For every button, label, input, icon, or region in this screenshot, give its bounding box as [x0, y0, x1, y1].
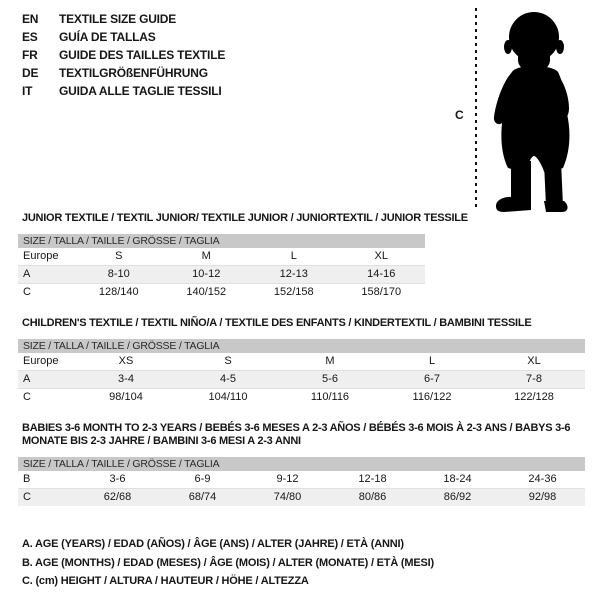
baby-figure	[450, 8, 595, 214]
table-row	[18, 284, 425, 301]
height-dashed-line	[475, 8, 477, 210]
table-title: JUNIOR TEXTILE / TEXTIL JUNIOR/ TEXTILE JUNIOR / JUNIORTEXTIL / JUNIOR TESSILE	[22, 212, 468, 224]
table-row	[18, 471, 585, 489]
size-table	[18, 234, 425, 301]
language-code: EN	[22, 12, 39, 26]
tables-area	[18, 212, 585, 522]
table-cell: 158/170	[361, 286, 402, 298]
table-cell: 6-9	[194, 473, 211, 485]
language-title: TEXTILE SIZE GUIDE	[59, 12, 177, 26]
row-label: A	[23, 268, 31, 280]
table-cell: 7-8	[526, 373, 542, 385]
table-title: CHILDREN'S TEXTILE / TEXTIL NIÑO/A / TEXTILE DES ENFANTS / KINDERTEXTIL / BAMBINI TESSILE	[22, 317, 532, 329]
row-label: C	[23, 286, 31, 298]
table-cell: 12-18	[358, 473, 387, 485]
row-label: C	[23, 391, 31, 403]
table-row	[18, 371, 585, 389]
table-cell: 92/98	[528, 491, 557, 503]
language-code: IT	[22, 84, 33, 98]
table-cell: 24-36	[528, 473, 557, 485]
language-row	[22, 10, 225, 28]
table-size-header: SIZE / TALLA / TAILLE / GRÖSSE / TAGLIA	[18, 457, 585, 471]
table-cell: 74/80	[273, 491, 302, 503]
table-cell: 6-7	[424, 373, 440, 385]
table-cell: 62/68	[103, 491, 132, 503]
row-label: A	[23, 373, 31, 385]
language-title: GUÍA DE TALLAS	[59, 30, 156, 44]
language-row	[22, 46, 225, 64]
table-size-header: SIZE / TALLA / TAILLE / GRÖSSE / TAGLIA	[18, 339, 585, 353]
language-row	[22, 82, 225, 100]
table-cell: 140/152	[186, 286, 227, 298]
language-title: TEXTILGRÖßENFÜHRUNG	[59, 66, 208, 80]
table-row	[18, 353, 585, 371]
table-cell: 80/86	[358, 491, 387, 503]
table-section	[18, 422, 585, 506]
footnote-line: C. (cm) HEIGHT / ALTURA / HAUTEUR / HÖHE / ALTEZZA	[22, 575, 309, 587]
table-cell: XL	[374, 250, 388, 262]
language-code: ES	[22, 30, 38, 44]
table-cell: 8-10	[107, 268, 130, 280]
table-cell: 104/110	[208, 391, 248, 403]
table-cell: 110/116	[310, 391, 350, 403]
table-cell: 18-24	[443, 473, 472, 485]
footnote-line: B. AGE (MONTHS) / EDAD (MESES) / ÂGE (MOIS) / ALTER (MONATE) / ETÀ (MESI)	[22, 556, 434, 569]
language-code: DE	[22, 66, 39, 80]
table-title: BABIES 3-6 MONTH TO 2-3 YEARS / BEBÉS 3-6 MESES A 2-3 AÑOS / BÉBÉS 3-6 MOIS À 2-3 ANS / BABYS 3-6 MONATE BIS 2-3 JAHRE / BAMBINI 3-6 MESI A 2-3 ANNI	[22, 422, 571, 447]
table-row	[18, 489, 585, 506]
table-cell: 3-4	[118, 373, 134, 385]
row-label: C	[23, 491, 31, 503]
table-cell: XL	[527, 355, 541, 367]
row-label: B	[23, 473, 31, 485]
table-cell: 122/128	[514, 391, 554, 403]
footnotes	[22, 535, 434, 591]
table-row	[18, 248, 425, 266]
size-table	[18, 339, 585, 406]
table-row	[18, 389, 585, 406]
table-cell: 98/104	[109, 391, 143, 403]
table-cell: L	[428, 355, 436, 367]
table-cell: 14-16	[367, 268, 396, 280]
language-row	[22, 28, 225, 46]
table-cell: S	[224, 355, 232, 367]
table-body	[18, 248, 425, 301]
table-body	[18, 471, 585, 506]
table-section	[18, 317, 585, 406]
row-label: Europe	[23, 250, 59, 262]
table-cell: 128/140	[98, 286, 139, 298]
table-cell: 68/74	[188, 491, 217, 503]
footnote-line: A. AGE (YEARS) / EDAD (AÑOS) / ÂGE (ANS) / ALTER (JAHRE) / ETÀ (ANNI)	[22, 538, 404, 550]
table-cell: 86/92	[443, 491, 472, 503]
table-body	[18, 353, 585, 406]
table-cell: M	[325, 355, 335, 367]
table-cell: L	[290, 250, 297, 262]
table-cell: 152/158	[273, 286, 314, 298]
table-cell: 10-12	[192, 268, 221, 280]
language-row	[22, 64, 225, 82]
table-cell: 116/122	[412, 391, 452, 403]
baby-silhouette-icon	[488, 10, 580, 212]
language-title: GUIDA ALLE TAGLIE TESSILI	[59, 84, 222, 98]
table-cell: 9-12	[276, 473, 299, 485]
table-cell: S	[115, 250, 123, 262]
size-table	[18, 457, 585, 506]
language-code: FR	[22, 48, 38, 62]
table-cell: 4-5	[220, 373, 236, 385]
table-cell: M	[201, 250, 211, 262]
table-cell: 5-6	[322, 373, 338, 385]
row-label: Europe	[23, 355, 59, 367]
table-cell: 12-13	[279, 268, 308, 280]
language-title: GUIDE DES TAILLES TEXTILE	[59, 48, 226, 62]
table-cell: 3-6	[109, 473, 126, 485]
table-cell: XS	[118, 355, 134, 367]
table-size-header: SIZE / TALLA / TAILLE / GRÖSSE / TAGLIA	[18, 234, 425, 248]
language-title-list	[22, 10, 225, 100]
height-measure-label: C	[455, 108, 464, 122]
table-row	[18, 266, 425, 284]
table-section	[18, 212, 585, 301]
